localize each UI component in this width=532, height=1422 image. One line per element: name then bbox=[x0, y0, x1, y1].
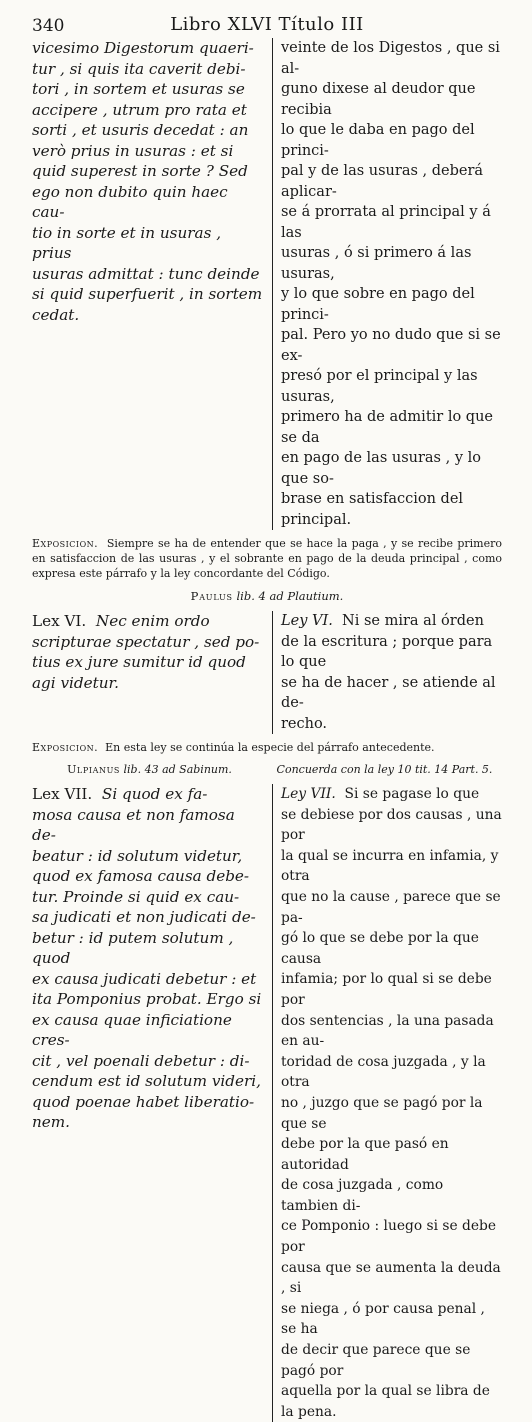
line-text: infamia; por lo qual si se debe por bbox=[280, 971, 492, 1008]
line-text: la qual se incurra en infamia, y otra bbox=[280, 847, 499, 885]
citation-author: Ulpianus bbox=[67, 763, 120, 776]
line-text: quod ex famosa causa debe- bbox=[32, 867, 250, 885]
line-text: tius ex jure sumitur id quod bbox=[32, 653, 246, 671]
text-line bbox=[281, 1381, 502, 1422]
line-text: gó lo que se debe por la que causa bbox=[280, 930, 479, 967]
exposicion-2 bbox=[32, 740, 502, 755]
spanish-column bbox=[271, 38, 502, 530]
exposicion-label: Exposicion. bbox=[32, 537, 99, 550]
text-line bbox=[32, 969, 263, 990]
text-line bbox=[281, 1052, 502, 1093]
line-text: quid superest in sorte ? Sed bbox=[32, 162, 248, 180]
line-text: en pago de las usuras , y lo que so- bbox=[280, 450, 481, 487]
law-number: Lex VII. bbox=[32, 785, 102, 803]
line-text: se debiese por dos causas , una por bbox=[280, 806, 502, 844]
spanish-column bbox=[271, 784, 502, 1422]
line-text: veinte de los Digestos , que si al- bbox=[280, 40, 500, 77]
line-text: toridad de cosa juzgada , y la otra bbox=[280, 1053, 486, 1091]
line-text: brase en satisfaccion del principal. bbox=[280, 491, 464, 528]
text-line bbox=[281, 673, 502, 714]
latin-column bbox=[32, 611, 271, 734]
text-line bbox=[32, 79, 263, 100]
column-divider bbox=[272, 611, 273, 734]
text-line bbox=[32, 1112, 263, 1133]
text-line bbox=[32, 38, 263, 59]
text-line bbox=[281, 969, 502, 1010]
line-text: ego non dubito quin haec cau- bbox=[32, 182, 228, 221]
text-line bbox=[32, 161, 263, 182]
line-text: se ha de hacer , se atiende al de- bbox=[280, 674, 496, 711]
text-line bbox=[281, 1340, 502, 1381]
section-2 bbox=[32, 611, 502, 734]
line-text: ce Pomponio : luego si se debe por bbox=[280, 1218, 497, 1256]
line-text: beatur : id solutum videtur, bbox=[32, 846, 243, 865]
text-line bbox=[281, 1011, 502, 1052]
text-line bbox=[32, 1092, 263, 1113]
text-line bbox=[32, 887, 263, 908]
text-line bbox=[281, 928, 502, 969]
text-line bbox=[281, 1093, 502, 1134]
text-line bbox=[32, 652, 263, 673]
text-line bbox=[281, 632, 502, 673]
line-text: que no la cause , parece que se pa- bbox=[280, 888, 501, 926]
line-text: sa judicati et non judicati de- bbox=[32, 908, 256, 926]
text-line bbox=[32, 846, 263, 867]
text-line bbox=[281, 79, 502, 120]
text-line bbox=[281, 846, 502, 887]
line-text: quod poenae habet liberatio- bbox=[32, 1092, 255, 1111]
line-text: de la escritura ; porque para lo que bbox=[280, 633, 493, 670]
exposicion-text: En esta ley se continúa la especie del párrafo antecedente. bbox=[105, 741, 435, 754]
line-text: scripturae spectatur , sed po- bbox=[32, 632, 260, 651]
section-3 bbox=[32, 784, 502, 1422]
text-line bbox=[281, 784, 502, 805]
line-text: se á prorrata al principal y á las bbox=[280, 204, 491, 241]
line-text: usuras , ó si primero á las usuras, bbox=[280, 245, 472, 282]
text-line bbox=[281, 805, 502, 846]
text-line bbox=[32, 805, 263, 846]
section-1 bbox=[32, 38, 502, 530]
text-line bbox=[281, 1216, 502, 1257]
text-line bbox=[281, 1258, 502, 1299]
line-text: tur , si quis ita caverit debi- bbox=[32, 59, 246, 78]
line-text: accipere , utrum pro rata et bbox=[32, 100, 247, 119]
text-line bbox=[32, 673, 263, 694]
text-line bbox=[281, 887, 502, 928]
spanish-column bbox=[271, 611, 502, 734]
law-number: Ley VI. bbox=[280, 613, 343, 629]
text-line bbox=[32, 120, 263, 141]
citation-left bbox=[32, 763, 267, 776]
line-text: presó por el principal y las usuras, bbox=[280, 368, 478, 405]
line-text: recho. bbox=[280, 715, 328, 732]
citation-work: lib. 43 ad Sabinum. bbox=[123, 763, 232, 776]
line-text: Si quod ex fa- bbox=[101, 785, 208, 803]
line-text: sorti , et usuris decedat : an bbox=[32, 121, 249, 139]
column-divider bbox=[272, 38, 273, 530]
line-text: tur. Proinde si quid ex cau- bbox=[32, 887, 240, 906]
line-text: pal. Pero yo no dudo que si se ex- bbox=[280, 327, 501, 364]
line-text: debe por la que pasó en autoridad bbox=[280, 1136, 449, 1173]
text-line bbox=[32, 784, 263, 805]
line-text: y lo que sobre en pago del princi- bbox=[280, 286, 475, 323]
citation-author: Paulus bbox=[190, 589, 233, 603]
line-text: de cosa juzgada , como tambien di- bbox=[280, 1177, 444, 1214]
law-number: Ley VII. bbox=[280, 786, 345, 802]
text-line bbox=[32, 284, 263, 305]
page-number: 340 bbox=[32, 16, 65, 36]
text-line bbox=[281, 1299, 502, 1340]
text-line bbox=[281, 202, 502, 243]
latin-column bbox=[32, 38, 271, 530]
line-text: cendum est id solutum videri, bbox=[32, 1072, 261, 1090]
running-head: Libro XLVI Título III bbox=[170, 14, 364, 35]
text-line bbox=[32, 866, 263, 887]
citation-right: Concuerda con la ley 10 tit. 14 Part. 5. bbox=[276, 763, 493, 776]
line-text: si quid superfuerit , in sortem bbox=[32, 285, 263, 303]
text-line bbox=[32, 907, 263, 928]
line-text: usuras admittat : tunc deinde bbox=[32, 264, 260, 283]
line-text: agi videtur. bbox=[32, 673, 119, 692]
line-text: pal y de las usuras , deberá aplicar- bbox=[280, 163, 484, 200]
line-text: cit , vel poenali debetur : di- bbox=[32, 1051, 250, 1070]
text-line bbox=[281, 448, 502, 489]
line-text: de decir que parece que se pagó por bbox=[280, 1342, 471, 1379]
text-line bbox=[281, 489, 502, 530]
text-line bbox=[32, 1051, 263, 1072]
text-line bbox=[32, 632, 263, 653]
line-text: lo que le daba en pago del princi- bbox=[280, 122, 475, 159]
text-line bbox=[32, 928, 263, 969]
line-text: se niega , ó por causa penal , se ha bbox=[280, 1300, 485, 1338]
line-text: vicesimo Digestorum quaeri- bbox=[32, 39, 254, 57]
line-text: Si se pagase lo que bbox=[344, 786, 480, 802]
page bbox=[32, 10, 502, 1422]
line-text: cedat. bbox=[32, 305, 80, 324]
text-line bbox=[281, 120, 502, 161]
line-text: ex causa quae inficiatione cres- bbox=[32, 1010, 232, 1049]
text-line bbox=[32, 264, 263, 285]
line-text: dos sentencias , la una pasada en au- bbox=[280, 1012, 494, 1050]
text-line bbox=[281, 38, 502, 79]
text-line bbox=[281, 1134, 502, 1175]
line-text: nem. bbox=[32, 1113, 70, 1131]
citation-work: lib. 4 ad Plautium. bbox=[236, 589, 344, 603]
line-text: aquella por la qual se libra de la pena. bbox=[280, 1383, 490, 1420]
text-line bbox=[32, 1010, 263, 1051]
column-divider bbox=[272, 784, 273, 1422]
line-text: Nec enim ordo bbox=[95, 612, 210, 630]
line-text: tori , in sortem et usuras se bbox=[32, 80, 245, 98]
line-text: mosa causa et non famosa de- bbox=[32, 805, 235, 844]
line-text: guno dixese al deudor que recibia bbox=[280, 81, 476, 118]
text-line bbox=[32, 989, 263, 1010]
citation-1 bbox=[32, 589, 502, 603]
text-line bbox=[32, 305, 263, 326]
text-line bbox=[281, 407, 502, 448]
text-line bbox=[32, 100, 263, 121]
text-line bbox=[281, 284, 502, 325]
text-line bbox=[281, 366, 502, 407]
text-line bbox=[32, 1071, 263, 1092]
text-line bbox=[32, 223, 263, 264]
text-line bbox=[281, 611, 502, 632]
exposicion-1 bbox=[32, 536, 502, 581]
line-text: primero ha de admitir lo que se da bbox=[280, 409, 493, 446]
exposicion-text: Siempre se ha de entender que se hace la paga , y se recibe primero en satisfaccion de las usuras , y el sobrante en pago de la deuda principal , como expresa este párrafo y la ley concordante del Código. bbox=[32, 537, 503, 580]
citation-2 bbox=[32, 763, 502, 776]
text-line bbox=[32, 611, 263, 632]
text-line bbox=[32, 59, 263, 80]
line-text: causa que se aumenta la deuda , si bbox=[280, 1259, 501, 1297]
text-line bbox=[281, 1175, 502, 1216]
text-line bbox=[281, 243, 502, 284]
line-text: no , juzgo que se pagó por la que se bbox=[280, 1094, 483, 1132]
page-header bbox=[32, 10, 502, 38]
text-line bbox=[281, 325, 502, 366]
line-text: ex causa judicati debetur : et bbox=[32, 969, 257, 988]
line-text: Ni se mira al órden bbox=[342, 613, 484, 629]
law-number: Lex VI. bbox=[32, 612, 96, 630]
text-line bbox=[281, 161, 502, 202]
line-text: tio in sorte et in usuras , prius bbox=[32, 223, 222, 262]
line-text: betur : id putem solutum , quod bbox=[32, 928, 234, 967]
latin-column bbox=[32, 784, 271, 1422]
line-text: verò prius in usuras : et si bbox=[32, 141, 234, 160]
text-line bbox=[281, 714, 502, 735]
text-line bbox=[32, 141, 263, 162]
text-line bbox=[32, 182, 263, 223]
line-text: ita Pomponius probat. Ergo si bbox=[32, 990, 262, 1008]
exposicion-label: Exposicion. bbox=[32, 741, 99, 754]
